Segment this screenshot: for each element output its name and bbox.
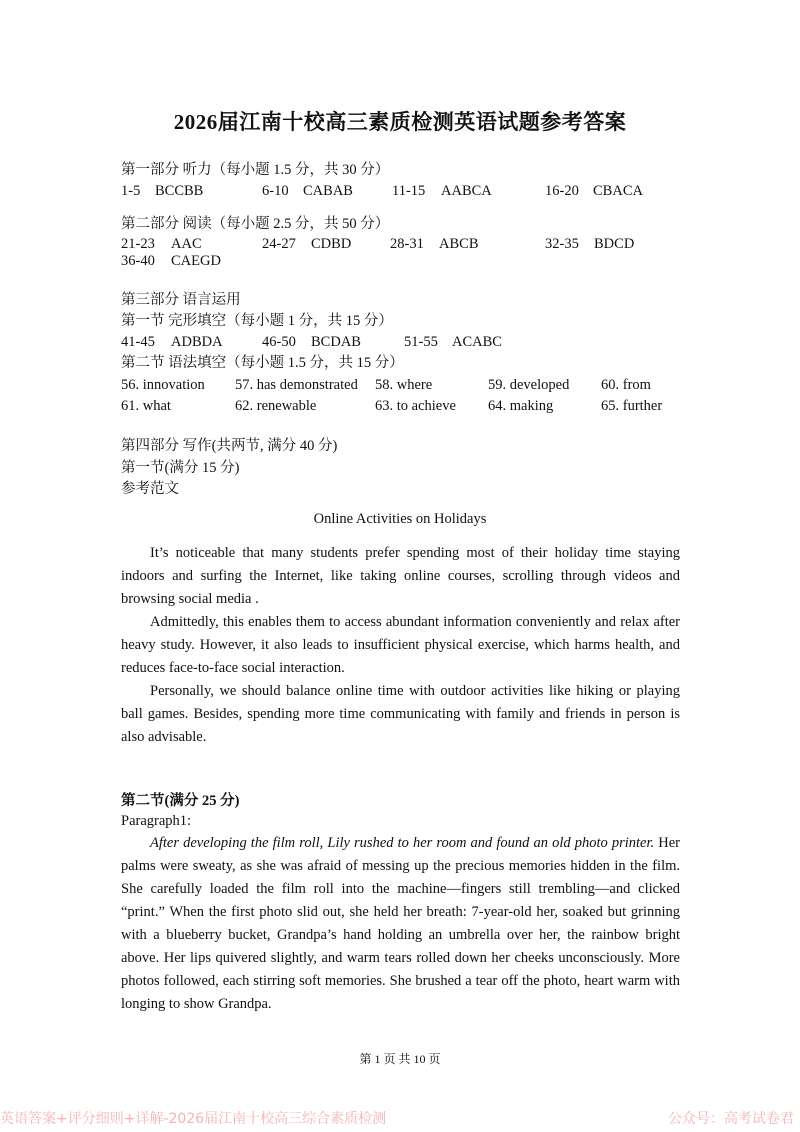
- essay-paragraph: Personally, we should balance online time with outdoor activities like hiking or playing ball games. Besides, spending more time communicating with family and friends in person is also advisable.: [121, 683, 680, 745]
- answer-range: 28-31: [390, 236, 424, 252]
- answer-range: 46-50: [262, 334, 296, 350]
- grammar-answer: 65. further: [601, 398, 663, 414]
- answer-range: 21-23: [121, 236, 155, 252]
- part1-heading: 第一部分 听力（每小题 1.5 分，共 30 分）: [121, 162, 390, 178]
- answer-range: 1-5: [121, 183, 141, 199]
- answer-letters: ACABC: [452, 334, 502, 350]
- part2-heading: 第二部分 阅读（每小题 2.5 分，共 50 分）: [121, 216, 390, 232]
- grammar-answer: 58. where: [375, 377, 433, 393]
- story-first-sentence: After developing the film roll, Lily rushed to her room and found an old photo printer.: [150, 835, 655, 851]
- answer-range: 11-15: [392, 183, 426, 199]
- answer-range: 6-10: [262, 183, 289, 199]
- part3-section1-heading: 第一节 完形填空（每小题 1 分，共 15 分）: [121, 313, 393, 329]
- page-footer: 第 1 页 共 10 页: [359, 1052, 441, 1066]
- grammar-answer: 63. to achieve: [375, 398, 456, 414]
- part4-section1-heading: 第一节(满分 15 分): [121, 460, 240, 476]
- part3-section2-heading: 第二节 语法填空（每小题 1.5 分，共 15 分）: [121, 355, 404, 371]
- answer-letters: CABAB: [303, 183, 353, 199]
- answer-letters: BCCBB: [155, 183, 204, 199]
- answer-range: 32-35: [545, 236, 579, 252]
- answer-letters: CBACA: [593, 183, 643, 199]
- essay-paragraph: Admittedly, this enables them to access abundant information conveniently and relax after heavy study. However, it also leads to insufficient physical exercise, which harms health, and reduces face-to-face social interaction.: [121, 614, 680, 676]
- watermark-left: 英语答案+评分细则+详解-2026届江南十校高三综合素质检测: [0, 1111, 387, 1127]
- story-continuation: Her palms were sweaty, as she was afraid of messing up the precious memories hidden in the film. She carefully loaded the film roll into the machine—fingers still trembling—and clicked “print.” When the first photo slid out, she held her breath: 7-year-old her, soaked but grinning with a blueberry bucket, Grandpa’s hand holding an umbrella over her, the rainbow bright above. Her lips quivered slightly, and warm tears rolled down her cheeks unconsciously. More photos followed, each stirring soft memories. She brushed a tear off the photo, heart warm with longing to show Grandpa.: [121, 835, 680, 1012]
- essay-title: Online Activities on Holidays: [313, 511, 487, 527]
- part4-section2-heading: 第二节(满分 25 分): [121, 793, 240, 809]
- answer-range: 16-20: [545, 183, 579, 199]
- grammar-answer: 61. what: [121, 398, 171, 414]
- watermark-right: 公众号：高考试卷君: [668, 1111, 794, 1127]
- grammar-answer: 60. from: [601, 377, 651, 393]
- grammar-answer: 64. making: [488, 398, 554, 414]
- answer-letters: BCDAB: [311, 334, 361, 350]
- grammar-answer: 59. developed: [488, 377, 570, 393]
- answer-letters: ADBDA: [171, 334, 223, 350]
- part4-heading: 第四部分 写作(共两节, 满分 40 分): [121, 438, 338, 454]
- answer-letters: BDCD: [594, 236, 635, 252]
- answer-range: 41-45: [121, 334, 155, 350]
- answer-range: 36-40: [121, 253, 155, 269]
- page-title: 2026届江南十校高三素质检测英语试题参考答案: [173, 110, 627, 134]
- answer-letters: AABCA: [441, 183, 492, 199]
- essay-paragraph: It’s noticeable that many students prefer spending most of their holiday time staying indoors and surfing the Internet, like taking online courses, scrolling through videos and browsing social media .: [121, 545, 680, 607]
- grammar-answer: 57. has demonstrated: [235, 377, 358, 393]
- story-paragraph: [121, 832, 680, 1016]
- part3-heading: 第三部分 语言运用: [121, 292, 241, 308]
- sample-essay-label: 参考范文: [121, 481, 179, 497]
- answer-letters: AAC: [171, 236, 202, 252]
- answer-letters: ABCB: [439, 236, 479, 252]
- paragraph-label: Paragraph1:: [121, 813, 192, 829]
- answer-range: 51-55: [404, 334, 438, 350]
- answer-range: 24-27: [262, 236, 296, 252]
- answer-letters: CAEGD: [171, 253, 221, 269]
- answer-letters: CDBD: [311, 236, 352, 252]
- grammar-answer: 62. renewable: [235, 398, 317, 414]
- grammar-answer: 56. innovation: [121, 377, 205, 393]
